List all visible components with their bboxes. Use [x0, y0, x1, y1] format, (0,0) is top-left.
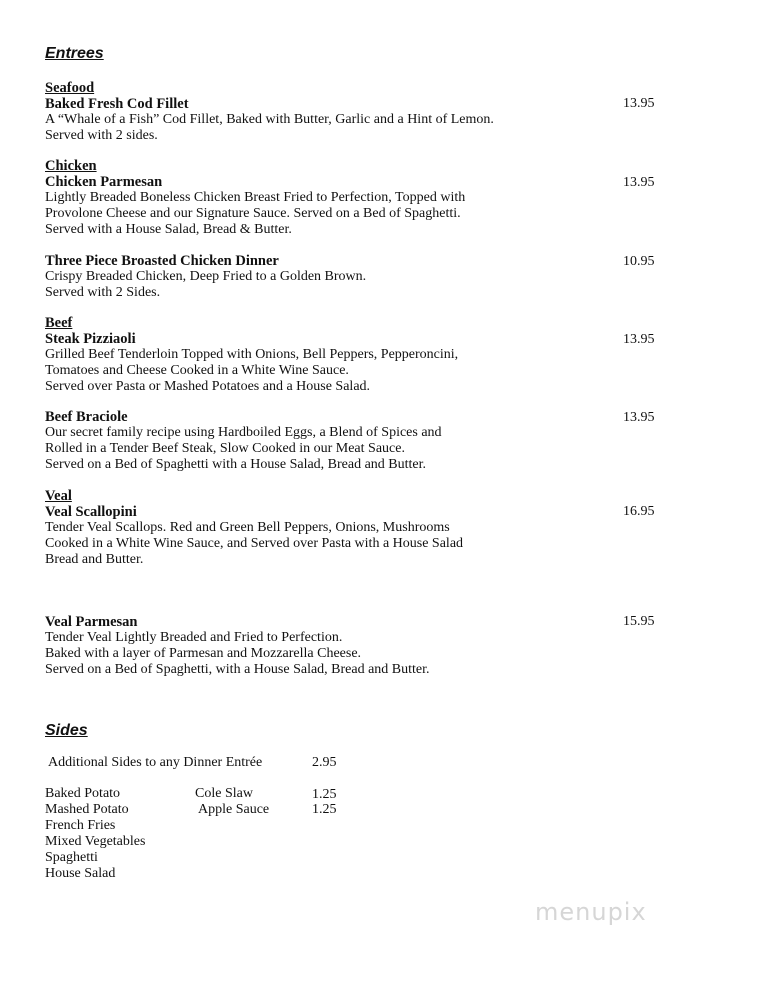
extra-side-price: 1.25	[312, 802, 337, 817]
item-desc-line: Tender Veal Lightly Breaded and Fried to Perfection.	[45, 630, 343, 645]
item-price: 13.95	[623, 175, 655, 190]
item-desc-line: Served on a Bed of Spaghetti, with a House Salad, Bread and Butter.	[45, 662, 430, 677]
extra-side-name: Cole Slaw	[195, 786, 253, 801]
side-item: Baked Potato	[45, 786, 121, 801]
category-chicken: Chicken	[45, 158, 97, 174]
item-price: 10.95	[623, 254, 655, 269]
item-desc-line: Provolone Cheese and our Signature Sauce. Served on a Bed of Spaghetti.	[45, 206, 461, 221]
item-price: 13.95	[623, 410, 655, 425]
item-desc-line: Cooked in a White Wine Sauce, and Served over Pasta with a House Salad	[45, 536, 464, 551]
item-desc-line: Bread and Butter.	[45, 552, 144, 567]
item-desc-line: Served with a House Salad, Bread & Butter.	[45, 222, 292, 237]
menu-item-veal-parmesan	[45, 614, 430, 678]
item-desc-line: Served on a Bed of Spaghetti with a House Salad, Bread and Butter.	[45, 457, 427, 472]
item-name: Baked Fresh Cod Fillet	[45, 96, 189, 112]
item-desc-line: Tender Veal Scallops. Red and Green Bell Peppers, Onions, Mushrooms	[45, 520, 450, 535]
menu-item-broasted-chicken	[45, 253, 366, 301]
item-desc-line: Baked with a layer of Parmesan and Mozzarella Cheese.	[45, 646, 362, 661]
item-desc-line: Lightly Breaded Boneless Chicken Breast Fried to Perfection, Topped with	[45, 190, 466, 205]
side-item: French Fries	[45, 818, 116, 833]
side-item: Spaghetti	[45, 850, 98, 865]
menu-item-cod	[45, 96, 494, 144]
item-desc-line: Grilled Beef Tenderloin Topped with Onions, Bell Peppers, Pepperoncini,	[45, 347, 459, 362]
item-desc-line: A “Whale of a Fish” Cod Fillet, Baked with Butter, Garlic and a Hint of Lemon.	[45, 112, 494, 127]
item-desc-line: Served over Pasta or Mashed Potatoes and a House Salad.	[45, 379, 371, 394]
side-item: Mashed Potato	[45, 802, 129, 817]
category-seafood: Seafood	[45, 80, 95, 96]
item-name: Veal Parmesan	[45, 614, 138, 630]
item-price: 13.95	[623, 96, 655, 111]
item-price: 15.95	[623, 614, 655, 629]
menu-item-steak-pizziaoli	[45, 331, 458, 395]
item-desc-line: Our secret family recipe using Hardboiled Eggs, a Blend of Spices and	[45, 425, 442, 440]
extra-side-name: Apple Sauce	[198, 802, 270, 817]
item-name: Three Piece Broasted Chicken Dinner	[45, 253, 279, 269]
sides-heading: Sides	[45, 722, 88, 739]
item-desc-line: Tomatoes and Cheese Cooked in a White Wine Sauce.	[45, 363, 349, 378]
item-name: Veal Scallopini	[45, 504, 137, 520]
additional-sides-price: 2.95	[312, 755, 337, 770]
entrees-heading: Entrees	[45, 45, 104, 62]
menupix-watermark: menupix	[535, 898, 647, 926]
item-name: Chicken Parmesan	[45, 174, 163, 190]
menu-item-chicken-parmesan	[45, 174, 465, 238]
extra-side-price: 1.25	[312, 787, 337, 802]
menu-item-veal-scallopini	[45, 504, 463, 568]
item-name: Steak Pizziaoli	[45, 331, 136, 347]
menu-item-beef-braciole	[45, 409, 442, 473]
additional-sides-label: Additional Sides to any Dinner Entrée	[48, 755, 263, 770]
side-item: Mixed Vegetables	[45, 834, 146, 849]
item-desc-line: Crispy Breaded Chicken, Deep Fried to a Golden Brown.	[45, 269, 367, 284]
item-desc-line: Served with 2 Sides.	[45, 285, 161, 300]
item-price: 16.95	[623, 504, 655, 519]
side-item: House Salad	[45, 866, 116, 881]
item-name: Beef Braciole	[45, 409, 128, 425]
item-desc-line: Rolled in a Tender Beef Steak, Slow Cooked in our Meat Sauce.	[45, 441, 405, 456]
sides-list	[45, 786, 145, 882]
item-price: 13.95	[623, 332, 655, 347]
category-beef: Beef	[45, 315, 73, 331]
item-desc-line: Served with 2 sides.	[45, 128, 158, 143]
category-veal: Veal	[45, 488, 72, 504]
